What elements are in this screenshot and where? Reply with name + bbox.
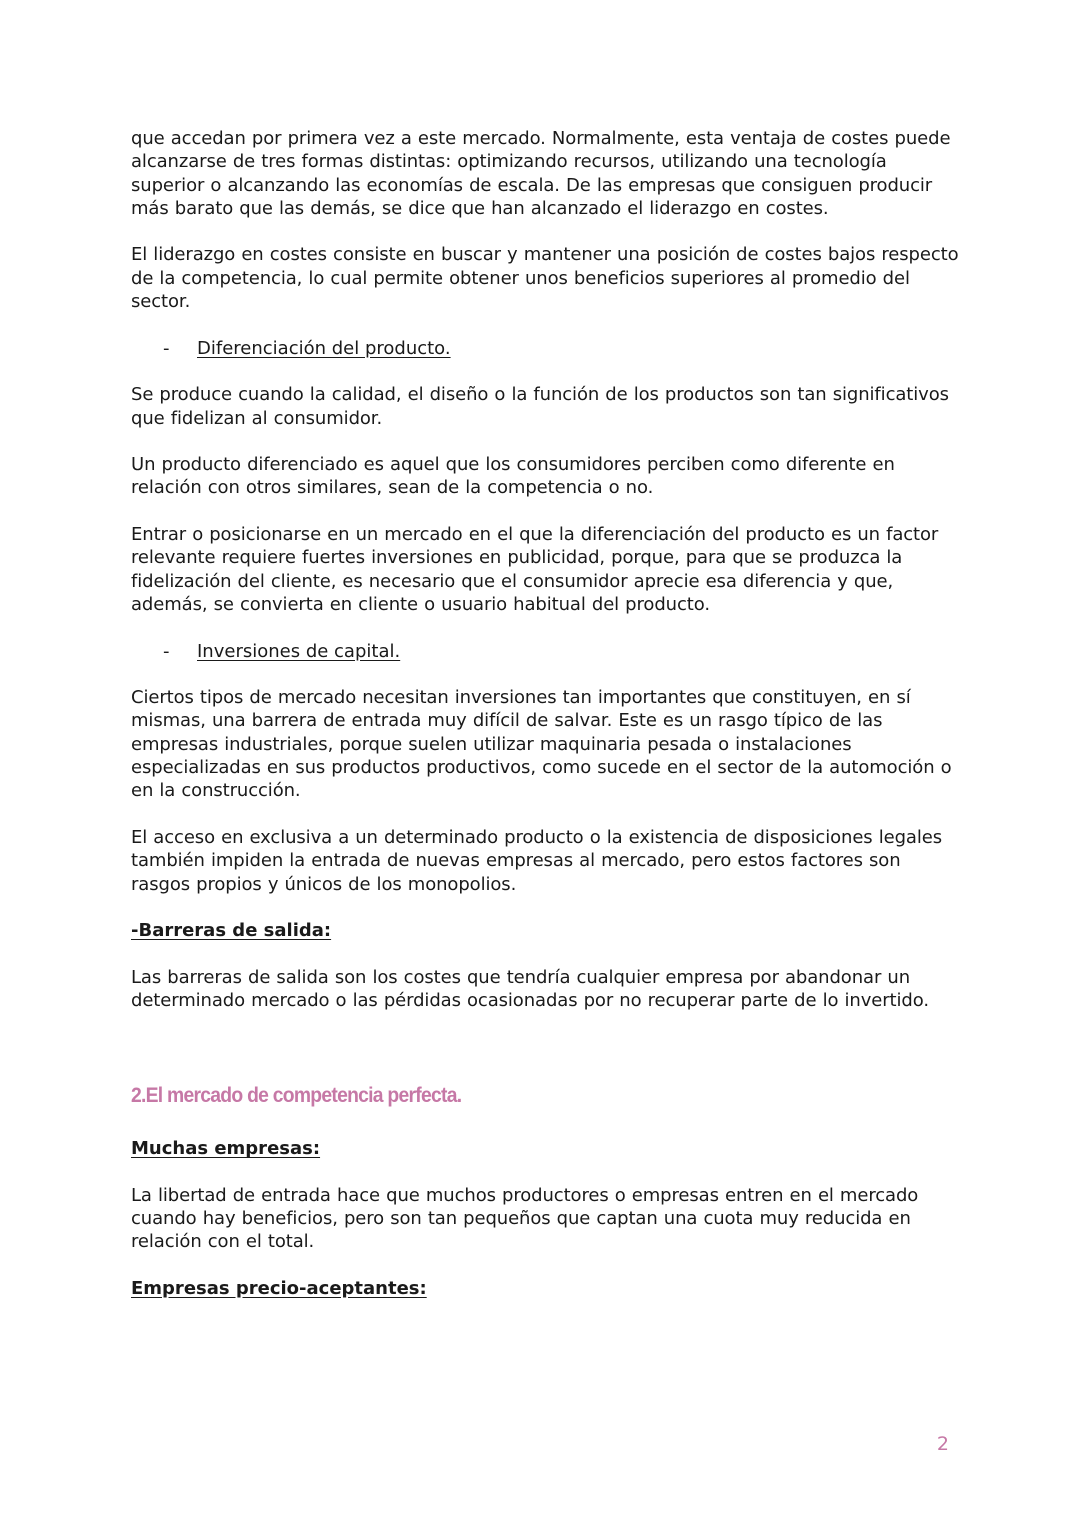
paragraph-barreras-salida: Las barreras de salida son los costes que tendría cualquier empresa por abandonar un determinado mercado o las pérdidas ocasionadas por no recuperar parte de lo invertido. <box>131 966 929 1011</box>
bullet-diferenciacion <box>131 337 961 360</box>
section-title: 2.El mercado de competencia perfecta. <box>131 1084 462 1108</box>
bullet-label-inversiones: Inversiones de capital. <box>197 640 401 662</box>
bullet-dash: - <box>163 640 170 662</box>
paragraph-costes-intro: que accedan por primera vez a este mercado. Normalmente, esta ventaja de costes puede alcanzarse de tres formas distintas: optimizando recursos, utilizando una tecnología superior o alcanzando las economías de escala. De las empresas que consiguen producir más barato que las demás, se dice que han alcanzado el liderazgo en costes. <box>131 128 951 219</box>
bullet-label-diferenciacion: Diferenciación del producto. <box>197 337 451 359</box>
bullet-inversiones <box>131 640 961 663</box>
paragraph-producto-diferenciado: Un producto diferenciado es aquel que los consumidores perciben como diferente en relación con otros similares, sean de la competencia o no. <box>131 454 895 499</box>
subheading-barreras-salida: -Barreras de salida: <box>131 920 332 942</box>
paragraph-libertad-entrada: La libertad de entrada hace que muchos productores o empresas entren en el mercado cuando hay beneficios, pero son tan pequeños que captan una cuota muy reducida en relación con el total. <box>131 1184 919 1253</box>
bullet-dash: - <box>163 337 170 359</box>
subheading-muchas-empresas: Muchas empresas: <box>131 1138 321 1160</box>
document-body <box>131 127 961 1300</box>
paragraph-inversiones-capital: Ciertos tipos de mercado necesitan inversiones tan importantes que constituyen, en sí mismas, una barrera de entrada muy difícil de salvar. Este es un rasgo típico de las empresas industriales, porque suelen utilizar maquinaria pesada o instalaciones especializadas en sus productos productivos, como sucede en el sector de la automoción o en la construcción. <box>131 687 952 802</box>
paragraph-inversiones-publicidad: Entrar o posicionarse en un mercado en el que la diferenciación del producto es un factor relevante requiere fuertes inversiones en publicidad, porque, para que se produzca la fidelización del cliente, es necesario que el consumidor aprecie esa diferencia y que, además, se convierta en cliente o usuario habitual del producto. <box>131 524 939 615</box>
page-number: 2 <box>936 1433 949 1455</box>
subheading-precio-aceptantes: Empresas precio-aceptantes: <box>131 1278 427 1300</box>
paragraph-diferenciacion-definicion: Se produce cuando la calidad, el diseño o la función de los productos son tan significativos que fidelizan al consumidor. <box>131 384 949 429</box>
paragraph-liderazgo-costes: El liderazgo en costes consiste en buscar y mantener una posición de costes bajos respecto de la competencia, lo cual permite obtener unos beneficios superiores al promedio del sector. <box>131 244 959 313</box>
paragraph-monopolios: El acceso en exclusiva a un determinado producto o la existencia de disposiciones legales también impiden la entrada de nuevas empresas al mercado, pero estos factores son rasgos propios y únicos de los monopolios. <box>131 826 942 895</box>
